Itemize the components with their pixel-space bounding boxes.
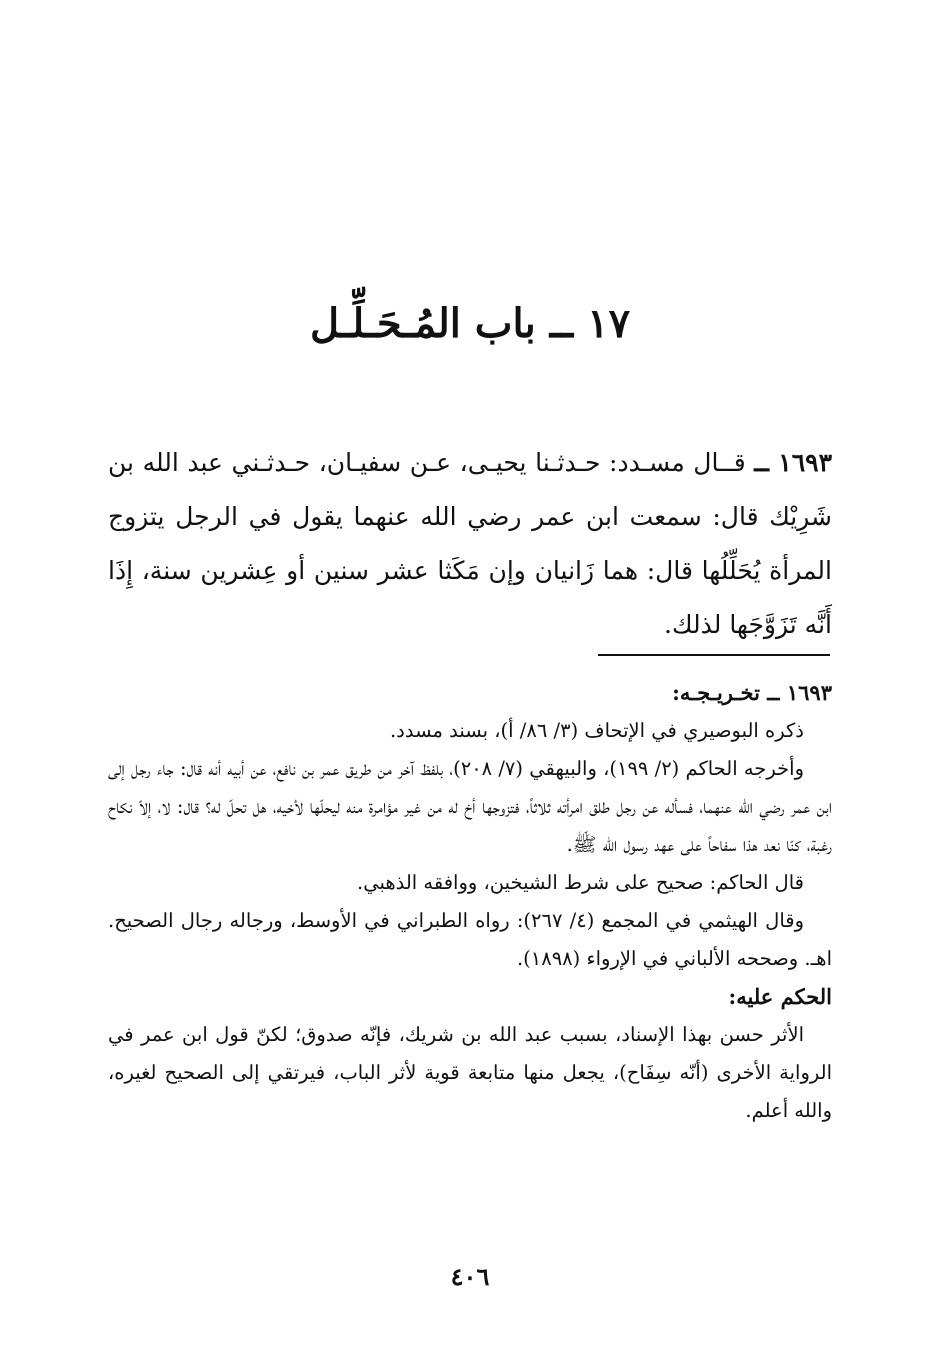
footnote-divider — [598, 654, 830, 656]
note-paragraph-hakim-grading: قال الحاكم: صحيح على شرط الشيخين، ووافقه الذهبي. — [357, 871, 804, 894]
hadith-number: ١٦٩٣ ــ — [754, 448, 832, 477]
note-paragraph-hukm: الأثر حسن بهذا الإسناد، بسبب عبد الله بن شريك، فإنّه صدوق؛ لكنّ قول ابن عمر في الرواية الأخرى (أنّه سِفَاح)، يجعل منها متابعة قوية لأثر الباب، فيرتقي إلى الصحيح لغيره، والله أعلم. — [108, 1023, 832, 1122]
footnotes-section — [108, 674, 832, 1130]
hadith-text: قــال مسـدد: حـدثـنا يحيـى، عـن سفيـان، حـدثـني عبد الله بن شَرِيْك قال: سمعت ابن عمر رضي الله عنهما يقول في الرجل يتزوج المرأة يُحَلِّلُها قال: هما زَانيان وإن مَكَثا عشر سنين أو عِشرين سنة، إِذَا أَنَّه تَزَوَّجَها لذلك. — [108, 448, 832, 639]
chapter-title: ١٧ ــ باب المُـحَـلِّـل — [309, 300, 631, 347]
takhrij-heading: ١٦٩٣ ــ تخـريـجـه: — [672, 680, 832, 705]
note-paragraph-busiri: ذكره البوصيري في الإتحاف (٣/ ٨٦/ أ)، بسند مسدد. — [389, 719, 804, 742]
hadith-text-block — [108, 436, 832, 652]
hukm-heading: الحكم عليه: — [728, 984, 832, 1009]
note-paragraph-hakim-bayhaqi: وأخرجه الحاكم (٢/ ١٩٩)، والبيهقي (٧/ ٢٠٨)، بلفظ آخر من طريق عمر بن نافع، عن أبيه أنه قال: جاء رجل إلى ابن عمر رضي الله عنهما، فسأله عن رجل طلق امرأته ثلاثاً، فتزوجها أخ له من غير مؤامرة منه ليحلّها لأخيه، هل تحلّ له؟ قال: لا، إلاّ نكاح رغبة، كنّا نعد هذا سفاحاً على عهد رسول الله ﷺ. — [108, 757, 832, 856]
page-number: ٤٠٦ — [450, 1262, 490, 1291]
note-paragraph-haythami: وقال الهيثمي في المجمع (٤/ ٢٦٧): رواه الطبراني في الأوسط، ورجاله رجال الصحيح. اهـ. وصححه الألباني في الإرواء (١٨٩٨). — [108, 909, 832, 970]
